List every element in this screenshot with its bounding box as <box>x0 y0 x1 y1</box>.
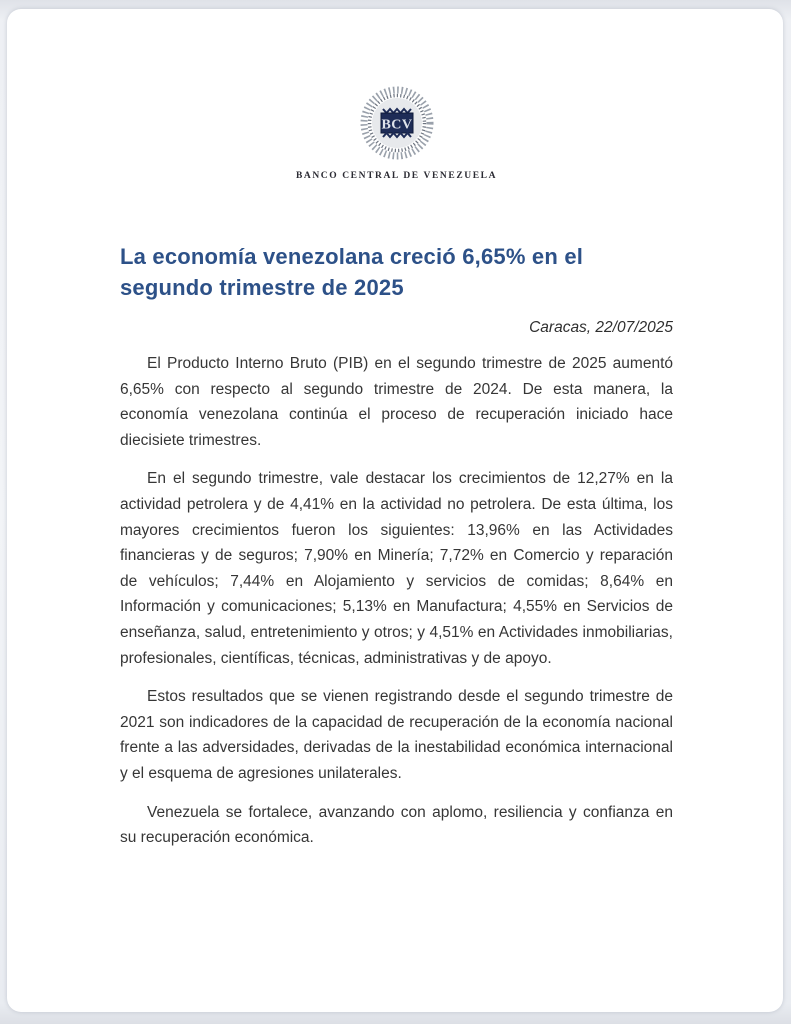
svg-text:BCV: BCV <box>380 117 413 133</box>
press-release-body <box>120 351 673 851</box>
bank-name-label: BANCO CENTRAL DE VENEZUELA <box>295 171 498 181</box>
paragraph-recovery-context: Estos resultados que se vienen registrando desde el segundo trimestre de 2021 son indicadores de la capacidad de recuperación de la economía nacional frente a las adversidades, derivadas de la inestabilidad económica internacional y el esquema de agresiones unilaterales. <box>120 688 673 782</box>
bcv-seal-icon <box>359 85 435 166</box>
document-content <box>120 9 673 864</box>
paragraph-gdp-growth: El Producto Interno Bruto (PIB) en el segundo trimestre de 2025 aumentó 6,65% con respecto al segundo trimestre de 2024. De esta manera, la economía venezolana continúa el proceso de recuperación iniciado hace diecisiete trimestres. <box>120 355 673 449</box>
dateline: Caracas, 22/07/2025 <box>529 319 673 336</box>
paragraph-closing-statement: Venezuela se fortalece, avanzando con aplomo, resiliencia y confianza en su recuperación económica. <box>120 803 673 847</box>
press-release-headline: La economía venezolana creció 6,65% en el segundo trimestre de 2025 <box>120 244 584 300</box>
bank-logo-block <box>120 85 673 181</box>
document-page <box>7 9 783 1012</box>
paragraph-sector-growth: En el segundo trimestre, vale destacar los crecimientos de 12,27% en la actividad petrolera y de 4,41% en la actividad no petrolera. De esta última, los mayores crecimientos fueron los siguientes: 13,96% en las Actividades financieras y de seguros; 7,90% en Minería; 7,72% en Comercio y reparación de vehículos; 7,44% en Alojamiento y servicios de comidas; 8,64% en Información y comunicaciones; 5,13% en Manufactura; 4,55% en Servicios de enseñanza, salud, entretenimiento y otros; y 4,51% en Actividades inmobiliarias, profesionales, científicas, técnicas, administrativas y de apoyo. <box>120 470 673 667</box>
